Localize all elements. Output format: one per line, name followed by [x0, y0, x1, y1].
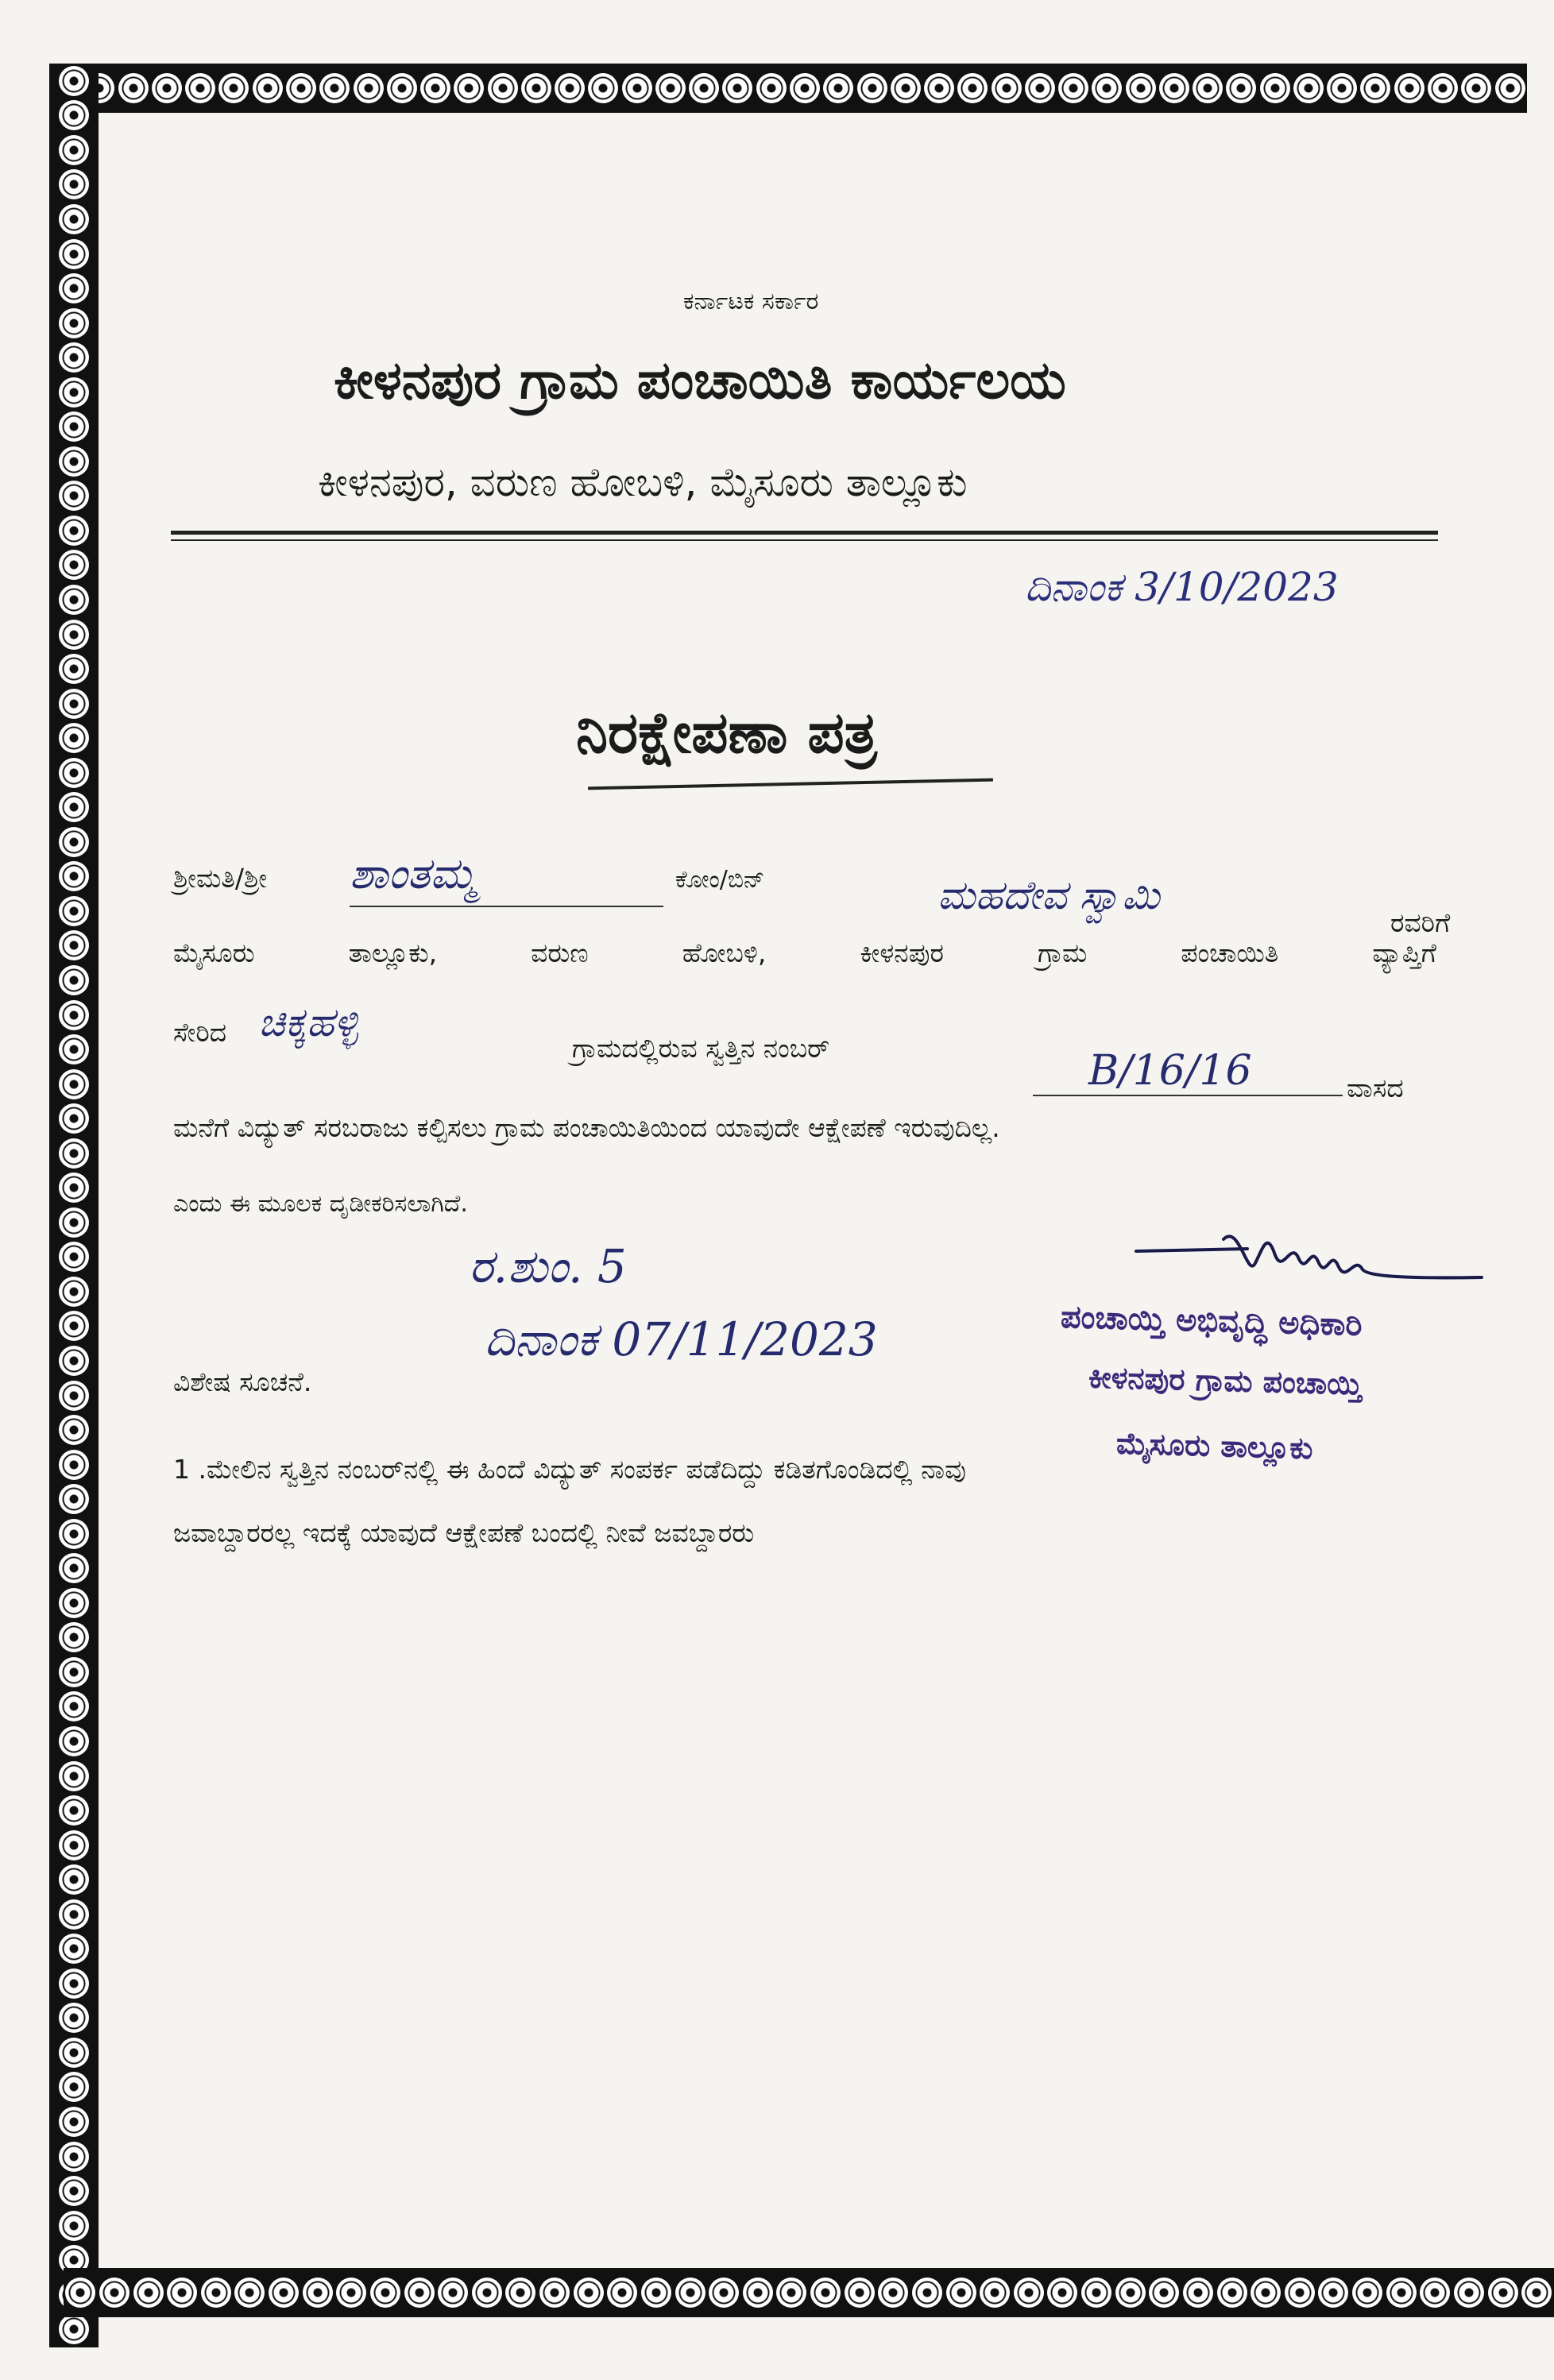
border-flower-icon	[59, 1934, 89, 1964]
border-flower-icon	[912, 2278, 942, 2308]
border-flower-icon	[59, 1415, 89, 1445]
border-flower-icon	[641, 2278, 671, 2308]
border-flower-icon	[845, 2278, 875, 2308]
relative-suffix: ರವರಿಗೆ	[1390, 907, 1451, 938]
body-line-2	[173, 937, 1436, 969]
border-flower-icon	[303, 2278, 333, 2308]
border-flower-icon	[555, 73, 585, 103]
special-note-line-1: 1 .ಮೇಲಿನ ಸ್ವತ್ತಿನ ನಂಬರ್‌ನಲ್ಲಿ ಈ ಹಿಂದೆ ವಿದ್ಯುತ್ ಸಂಪರ್ಕ ಪಡೆದಿದ್ದು ಕಡಿತಗೊಂಡಿದಲ್ಲಿ ನಾವು	[173, 1454, 966, 1485]
receipt-number-handwritten: ರ.ಶುಂ. 5	[469, 1239, 627, 1293]
border-flower-icon	[59, 1034, 89, 1064]
border-flower-icon	[59, 1519, 89, 1549]
border-flower-icon	[1058, 73, 1088, 103]
line2-word: ಪಂಚಾಯಿತಿ	[1181, 937, 1279, 968]
border-flower-icon	[438, 2278, 468, 2308]
border-flower-icon	[59, 792, 89, 822]
fill-line-property	[1033, 1095, 1343, 1096]
border-flower-icon	[1285, 2278, 1315, 2308]
line2-word: ವ್ಯಾಪ್ತಿಗೆ	[1372, 937, 1436, 968]
line2-word: ಮೈಸೂರು	[173, 937, 255, 968]
border-flower-icon	[709, 2278, 739, 2308]
border-flower-icon	[1159, 73, 1189, 103]
title-underline	[588, 779, 993, 790]
border-flower-icon	[59, 1069, 89, 1099]
decorative-border-top	[49, 64, 1527, 113]
border-flower-icon	[59, 135, 89, 165]
border-flower-icon	[59, 2211, 89, 2241]
decorative-border-bottom	[64, 2268, 1554, 2317]
border-flower-icon	[59, 930, 89, 960]
border-flower-icon	[59, 1761, 89, 1791]
border-flower-icon	[59, 585, 89, 615]
border-flower-icon	[992, 73, 1022, 103]
border-flower-icon	[1488, 2278, 1518, 2308]
border-flower-icon	[823, 73, 853, 103]
border-flower-icon	[1461, 73, 1491, 103]
border-flower-icon	[790, 73, 820, 103]
fill-line-applicant	[350, 906, 663, 907]
line2-word: ಹೋಬಳಿ,	[682, 937, 767, 968]
office-name: ಕೀಳನಪುರ ಗ್ರಾಮ ಪಂಚಾಯಿತಿ ಕಾರ್ಯಲಯ	[334, 350, 1066, 411]
border-flower-icon	[218, 73, 249, 103]
border-flower-icon	[59, 689, 89, 719]
border-flower-icon	[319, 73, 350, 103]
border-flower-icon	[1495, 73, 1525, 103]
border-flower-icon	[675, 2278, 705, 2308]
border-flower-icon	[59, 1173, 89, 1203]
border-flower-icon	[59, 1691, 89, 1721]
border-flower-icon	[891, 73, 921, 103]
border-flower-icon	[1149, 2278, 1179, 2308]
border-flower-icon	[1318, 2278, 1348, 2308]
border-flower-icon	[1047, 2278, 1077, 2308]
border-flower-icon	[201, 2278, 231, 2308]
border-flower-icon	[655, 73, 686, 103]
border-flower-icon	[810, 2278, 841, 2308]
border-flower-icon	[521, 73, 551, 103]
border-flower-icon	[167, 2278, 197, 2308]
line2-word: ಕೀಳನಪುರ	[860, 937, 944, 968]
border-flower-icon	[118, 73, 149, 103]
issue-date-handwritten: ದಿನಾಂಕ 3/10/2023	[1025, 564, 1339, 610]
border-flower-icon	[133, 2278, 164, 2308]
border-flower-icon	[59, 1553, 89, 1583]
line3-middle: ಗ್ರಾಮದಲ್ಲಿರುವ ಸ್ವತ್ತಿನ ನಂಬರ್	[572, 1033, 830, 1064]
border-flower-icon	[59, 446, 89, 477]
border-flower-icon	[269, 2278, 299, 2308]
border-flower-icon	[756, 73, 787, 103]
border-flower-icon	[59, 100, 89, 130]
border-flower-icon	[980, 2278, 1010, 2308]
border-flower-icon	[59, 2142, 89, 2172]
border-flower-icon	[59, 1138, 89, 1169]
border-flower-icon	[59, 1795, 89, 1826]
border-flower-icon	[1226, 73, 1256, 103]
applicant-name-handwritten: ಶಾಂತಮ್ಮ	[350, 848, 477, 898]
border-flower-icon	[59, 1484, 89, 1514]
border-flower-icon	[1092, 73, 1122, 103]
border-flower-icon	[1386, 2278, 1417, 2308]
border-flower-icon	[59, 2107, 89, 2137]
border-flower-icon	[1521, 2278, 1552, 2308]
border-flower-icon	[59, 1346, 89, 1376]
border-flower-icon	[607, 2278, 637, 2308]
border-flower-icon	[488, 73, 518, 103]
border-flower-icon	[59, 861, 89, 891]
endorsement-date-handwritten: ದಿನಾಂಕ 07/11/2023	[485, 1312, 878, 1366]
border-flower-icon	[59, 204, 89, 234]
border-flower-icon	[59, 1277, 89, 1307]
border-flower-icon	[59, 66, 89, 96]
border-flower-icon	[59, 1622, 89, 1652]
border-flower-icon	[404, 2278, 435, 2308]
border-flower-icon	[59, 758, 89, 788]
relation-label: ಕೋಂ/ಬಿನ್	[675, 866, 765, 894]
border-flower-icon	[59, 1381, 89, 1411]
line2-word: ಗ್ರಾಮ	[1038, 937, 1088, 968]
border-flower-icon	[59, 827, 89, 857]
border-flower-icon	[59, 273, 89, 303]
border-flower-icon	[59, 1242, 89, 1272]
border-flower-icon	[1394, 73, 1424, 103]
stamp-taluk: ಮೈಸೂರು ತಾಲ್ಲೂಕು	[1115, 1425, 1314, 1466]
border-flower-icon	[354, 73, 384, 103]
border-flower-icon	[59, 2003, 89, 2033]
document-title: ನಿರಕ್ಷೇಪಣಾ ಪತ್ರ	[576, 699, 877, 766]
border-flower-icon	[59, 896, 89, 926]
border-flower-icon	[59, 516, 89, 546]
border-flower-icon	[472, 2278, 502, 2308]
line2-word: ತಾಲ್ಲೂಕು,	[348, 937, 438, 968]
border-flower-icon	[286, 73, 316, 103]
border-flower-icon	[387, 73, 417, 103]
border-flower-icon	[59, 2072, 89, 2102]
border-flower-icon	[59, 411, 89, 442]
border-flower-icon	[59, 1450, 89, 1480]
border-flower-icon	[588, 73, 618, 103]
border-flower-icon	[689, 73, 719, 103]
border-flower-icon	[152, 73, 182, 103]
header-rule-thin	[171, 539, 1438, 541]
border-flower-icon	[59, 1864, 89, 1895]
border-flower-icon	[59, 169, 89, 199]
border-flower-icon	[1420, 2278, 1450, 2308]
border-flower-icon	[59, 723, 89, 753]
border-flower-icon	[59, 1103, 89, 1134]
stamp-panchayat: ಕೀಳನಪುರ ಗ್ರಾಮ ಪಂಚಾಯ್ತಿ	[1088, 1359, 1363, 1402]
stamp-designation: ಪಂಚಾಯ್ತಿ ಅಭಿವೃದ್ಧಿ ಅಧಿಕಾರಿ	[1060, 1299, 1363, 1343]
border-flower-icon	[336, 2278, 366, 2308]
body-line-5: ಎಂದು ಈ ಮೂಲಕ ದೃಡೀಕರಿಸಲಾಗಿದೆ.	[173, 1190, 468, 1218]
border-flower-icon	[59, 2314, 89, 2344]
border-flower-icon	[1025, 73, 1055, 103]
village-name-handwritten: ಚಿಕ್ಕಹಳ್ಳಿ	[258, 999, 358, 1045]
border-flower-icon	[99, 2278, 130, 2308]
border-flower-icon	[59, 1588, 89, 1618]
border-flower-icon	[1115, 2278, 1146, 2308]
officer-signature	[1128, 1207, 1494, 1311]
border-flower-icon	[59, 1830, 89, 1860]
body-line-4: ಮನೆಗೆ ವಿದ್ಯುತ್ ಸರಬರಾಜು ಕಲ್ಪಿಸಲು ಗ್ರಾಮ ಪಂಚಾಯಿತಿಯಿಂದ ಯಾವುದೇ ಆಕ್ಷೇಪಣೆ ಇರುವುದಿಲ್ಲ.	[173, 1112, 1000, 1143]
border-flower-icon	[59, 1657, 89, 1687]
border-flower-icon	[370, 2278, 400, 2308]
border-flower-icon	[1293, 73, 1324, 103]
border-flower-icon	[59, 1726, 89, 1756]
border-flower-icon	[59, 239, 89, 269]
border-flower-icon	[59, 620, 89, 650]
salutation: ಶ್ರೀಮತಿ/ಶ್ರೀ	[173, 863, 268, 894]
office-address: ಕೀಳನಪುರ, ವರುಣ ಹೋಬಳಿ, ಮೈಸೂರು ತಾಲ್ಲೂಕು	[318, 459, 968, 505]
border-flower-icon	[946, 2278, 976, 2308]
border-flower-icon	[185, 73, 215, 103]
border-flower-icon	[1183, 2278, 1213, 2308]
border-flower-icon	[776, 2278, 806, 2308]
border-flower-icon	[1428, 73, 1458, 103]
border-flower-icon	[957, 73, 988, 103]
border-flower-icon	[59, 377, 89, 408]
border-flower-icon	[1327, 73, 1357, 103]
border-flower-icon	[234, 2278, 265, 2308]
border-flower-icon	[59, 1000, 89, 1030]
decorative-border-left	[49, 64, 99, 2347]
border-flower-icon	[622, 73, 652, 103]
border-flower-icon	[1217, 2278, 1247, 2308]
line2-word: ವರುಣ	[531, 937, 589, 968]
border-flower-icon	[1260, 73, 1290, 103]
border-flower-icon	[59, 2176, 89, 2206]
border-flower-icon	[722, 73, 752, 103]
border-flower-icon	[1014, 2278, 1044, 2308]
border-flower-icon	[59, 1969, 89, 1999]
line3-end: ವಾಸದ	[1347, 1072, 1404, 1103]
border-flower-icon	[1360, 73, 1390, 103]
line3-prefix: ಸೇರಿದ	[173, 1017, 227, 1048]
property-number-handwritten: B/16/16	[1088, 1047, 1252, 1095]
government-label: ಕರ್ನಾಟಕ ಸರ್ಕಾರ	[683, 288, 819, 315]
border-flower-icon	[539, 2278, 570, 2308]
border-flower-icon	[454, 73, 484, 103]
border-flower-icon	[743, 2278, 773, 2308]
border-flower-icon	[59, 2038, 89, 2068]
special-note-heading: ವಿಶೇಷ ಸೂಚನೆ.	[173, 1366, 312, 1397]
border-flower-icon	[1352, 2278, 1382, 2308]
border-flower-icon	[59, 965, 89, 995]
border-flower-icon	[574, 2278, 604, 2308]
border-flower-icon	[59, 1207, 89, 1238]
border-flower-icon	[1454, 2278, 1484, 2308]
border-flower-icon	[59, 308, 89, 338]
border-flower-icon	[1251, 2278, 1281, 2308]
relative-name-handwritten: ಮಹದೇವ ಸ್ವಾಮಿ	[937, 872, 1160, 918]
border-flower-icon	[65, 2278, 95, 2308]
border-flower-icon	[59, 1311, 89, 1341]
border-flower-icon	[59, 654, 89, 684]
border-flower-icon	[1126, 73, 1156, 103]
border-flower-icon	[1193, 73, 1223, 103]
border-flower-icon	[924, 73, 954, 103]
border-flower-icon	[1081, 2278, 1111, 2308]
border-flower-icon	[59, 342, 89, 373]
border-flower-icon	[253, 73, 283, 103]
border-flower-icon	[59, 550, 89, 580]
border-flower-icon	[505, 2278, 535, 2308]
header-rule	[171, 531, 1438, 535]
special-note-line-2: ಜವಾಬ್ದಾರರಲ್ಲ ಇದಕ್ಕೆ ಯಾವುದೆ ಆಕ್ಷೇಪಣೆ ಬಂದಲ್ಲಿ ನೀವೆ ಜವಬ್ದಾರರು	[173, 1517, 755, 1548]
border-flower-icon	[857, 73, 887, 103]
border-flower-icon	[59, 1899, 89, 1930]
border-flower-icon	[420, 73, 450, 103]
border-flower-icon	[878, 2278, 908, 2308]
border-flower-icon	[59, 481, 89, 511]
